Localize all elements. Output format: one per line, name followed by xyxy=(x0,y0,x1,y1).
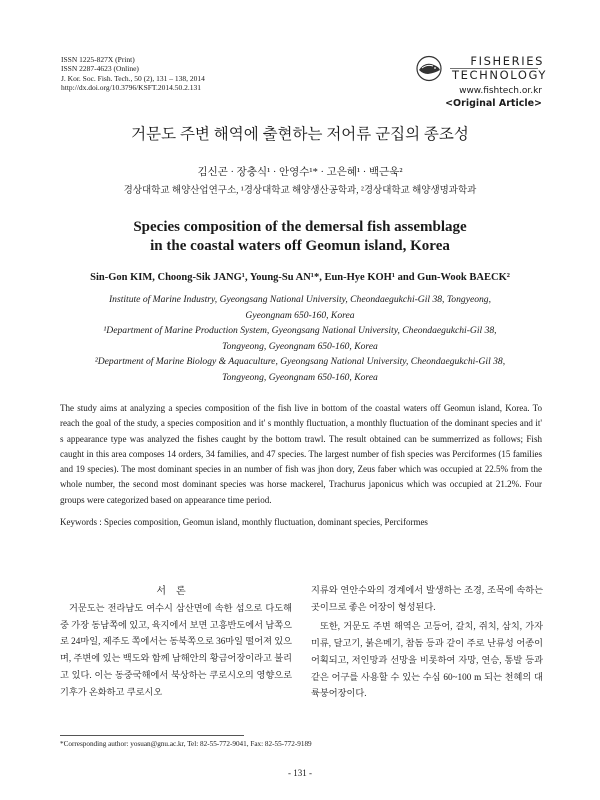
section-title: 서론 xyxy=(156,586,196,597)
english-affiliations xyxy=(0,292,600,385)
affiliation-line: ²Department of Marine Biology & Aquaculture, Gyeongsang National University, Cheondaegukchi-Gil 38, xyxy=(94,356,506,367)
korean-authors: 김신곤 · 장충식¹ · 안영수¹* · 고은혜¹ · 백근욱² xyxy=(197,167,403,178)
issn-print: ISSN 1225-827X (Print) xyxy=(61,55,135,64)
body-paragraph: 또한, 거문도 주변 해역은 고등어, 갈치, 쥐치, 삼치, 가자미류, 달고기, 붉은메기, 참돔 등과 같이 주로 난류성 어종이 어획되고, 저인망과 선망을 비롯하여 자망, 연승, 통발 등과 같은 어구를 사용할 수 있는 수심 60~100 m 되는 천혜의 대륙붕어장이다. xyxy=(311,621,543,699)
body-left-column xyxy=(60,582,292,700)
article-type: <Original Article> xyxy=(445,98,542,109)
affiliation-line: Tongyeong, Gyeongnam 650-160, Korea xyxy=(222,371,378,383)
english-title-line-2: in the coastal waters off Geomun island, Korea xyxy=(150,238,450,254)
affiliation-line: Tongyeong, Gyeongnam 650-160, Korea xyxy=(222,340,378,352)
english-authors: Sin-Gon KIM, Choong-Sik JANG¹, Young-Su AN¹*, Eun-Hye KOH¹ and Gun-Wook BAECK² xyxy=(90,272,510,283)
corresponding-author-footnote: *Corresponding author: yosuan@gnu.ac.kr, Tel: 82-55-772-9041, Fax: 82-55-772-9189 xyxy=(60,740,312,748)
body-paragraph: 지류와 연안수와의 경계에서 발생하는 조경, 조목에 속하는 곳이므로 좋은 어장이 형성된다. xyxy=(311,585,543,612)
publication-info xyxy=(61,55,205,92)
footnote-divider xyxy=(60,735,244,736)
logo-line-2: TECHNOLOGY xyxy=(452,67,548,82)
citation: J. Kor. Soc. Fish. Tech., 50 (2), 131 – 138, 2014 xyxy=(61,73,205,83)
journal-website[interactable]: www.fishtech.or.kr xyxy=(459,86,542,96)
body-right-column xyxy=(311,582,543,702)
korean-affiliations: 경상대학교 해양산업연구소, ¹경상대학교 해양생산공학과, ²경상대학교 해양생명과학과 xyxy=(123,186,477,196)
body-paragraph: 거문도는 전라남도 여수시 삼산면에 속한 섬으로 다도해 중 가장 동남쪽에 있고, 육지에서 보면 고흥반도에서 남쪽으로 24마일, 제주도 쪽에서는 동북쪽으로 36마일 떨어져 있으며, 주변에 있는 백도와 함께 남해안의 황금어장이라고 불리고 있다. 이는 동중국해에서 북상하는 쿠로시오의 영향으로 기후가 온화하고 쿠로시오 xyxy=(60,603,293,697)
abstract: The study aims at analyzing a species composition of the fish live in bottom of the coastal waters off Geomun island, Korea. To reach the goal of the study, a species composition and it' s monthly fluctuation, a monthly fluctuation of the dominant species and it' s appearance type was analyzed the fishes caught by the bottom trawl. The result obtained can be summerrized as follows; Fish caught in this area composes 14 orders, 34 families, and 47 species. The largest number of fish species was Perciformes (15 families and 19 species). The most dominant species in an number of fish was jhon dory, Zeus faber which was occupied at 22.5% from the whole number, the second most dominant species was horse mackerel, Trachurus japonicus which was occupied at 21.2%. Four groups were categorized based on appearance time period. xyxy=(60,403,542,505)
logo-line-1: FISHERIES xyxy=(470,54,544,68)
journal-logo-text xyxy=(452,54,548,82)
affiliation-line: ¹Department of Marine Production System, Gyeongsang National University, Cheondaegukchi-Gil 38, xyxy=(103,325,497,336)
affiliation-line: Institute of Marine Industry, Gyeongsang National University, Cheondaegukchi-Gil 38, Tongyeong, xyxy=(108,294,492,305)
korean-title: 거문도 주변 해역에 출현하는 저어류 군집의 종조성 xyxy=(131,126,469,143)
english-title xyxy=(0,218,600,256)
page-number: - 131 - xyxy=(288,768,312,778)
keywords: Keywords : Species composition, Geomun island, monthly fluctuation, dominant species, Perciformes xyxy=(60,517,428,527)
doi-link[interactable]: http://dx.doi.org/10.3796/KSFT.2014.50.2.131 xyxy=(61,82,201,92)
english-title-line-1: Species composition of the demersal fish assemblage xyxy=(133,219,467,235)
affiliation-line: Gyeongnam 650-160, Korea xyxy=(245,309,355,321)
issn-online: ISSN 2287-4623 (Online) xyxy=(61,64,139,74)
